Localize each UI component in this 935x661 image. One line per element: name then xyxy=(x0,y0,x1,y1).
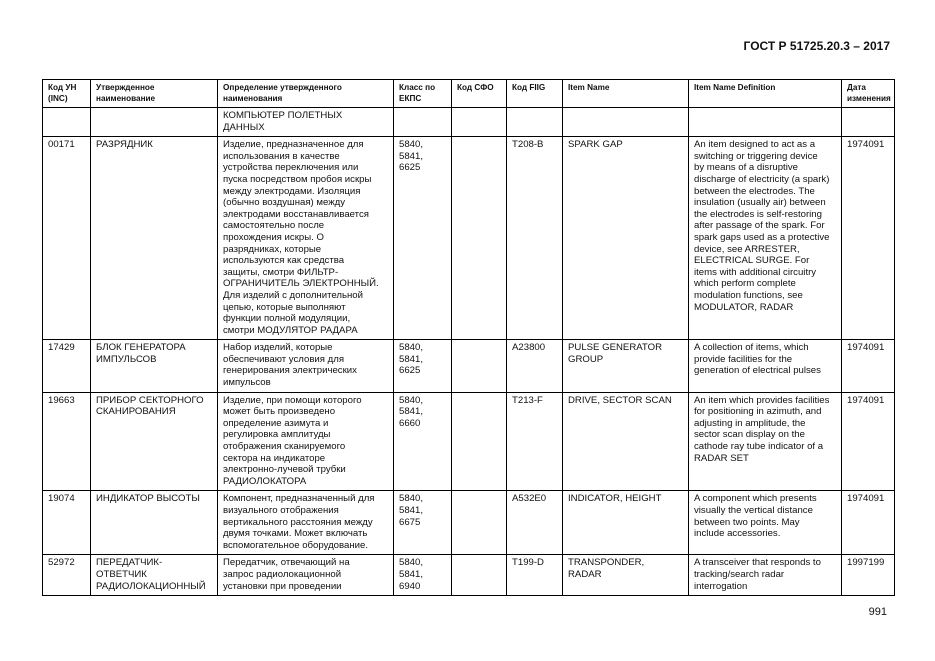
header-code: Код УН (INC) xyxy=(43,80,91,108)
table-cell xyxy=(507,108,563,137)
header-sfo: Код СФО xyxy=(452,80,507,108)
cell-name-ru: БЛОК ГЕНЕРАТОРА ИМПУЛЬСОВ xyxy=(91,340,218,392)
cell-sfo xyxy=(452,137,507,340)
header-definition-en: Item Name Definition xyxy=(689,80,842,108)
cell-definition-en: A component which presents visually the vertical distance between two points. May include accessories. xyxy=(689,491,842,555)
table-header-row xyxy=(43,80,895,108)
cell-item-name: SPARK GAP xyxy=(563,137,689,340)
table-cell xyxy=(394,108,452,137)
cell-fiig: A532E0 xyxy=(507,491,563,555)
cell-code: 52972 xyxy=(43,555,91,596)
cell-definition-ru: Набор изделий, которые обеспечивают условия для генерирования электрических импульсов xyxy=(218,340,394,392)
table-cell xyxy=(842,108,895,137)
cell-fiig: T208-B xyxy=(507,137,563,340)
document-standard-header: ГОСТ Р 51725.20.3 – 2017 xyxy=(743,39,890,53)
table-cell xyxy=(91,108,218,137)
cell-definition-ru: Компонент, предназначенный для визуального отображения вертикального расстояния между двумя точками. Может включать вспомогательное оборудование. xyxy=(218,491,394,555)
cell-date: 1974091 xyxy=(842,491,895,555)
table-row xyxy=(43,340,895,392)
header-class: Класс по ЕКПС xyxy=(394,80,452,108)
cell-item-name: DRIVE, SECTOR SCAN xyxy=(563,392,689,491)
cell-name-ru: ИНДИКАТОР ВЫСОТЫ xyxy=(91,491,218,555)
cell-code: 17429 xyxy=(43,340,91,392)
table-cell xyxy=(689,108,842,137)
table-cell xyxy=(43,108,91,137)
cell-class: 5840, 5841, 6675 xyxy=(394,491,452,555)
cell-definition-en: An item designed to act as a switching or triggering device by means of a disruptive discharge of electricity (a spark) between the electrodes. The insulation (usually air) between the electrodes is self-restoring after passage of the spark. For spark gaps used as a protective device, see ARRESTER, ELECTRICAL SURGE. For items with additional circuitry which perform complete modulation functions, see MODULATOR, RADAR xyxy=(689,137,842,340)
table-cell xyxy=(563,108,689,137)
cell-item-name: INDICATOR, HEIGHT xyxy=(563,491,689,555)
cell-name-ru: ПЕРЕДАТЧИК- ОТВЕТЧИК РАДИОЛОКАЦИОННЫЙ xyxy=(91,555,218,596)
cell-date: 1974091 xyxy=(842,392,895,491)
cell-item-name: TRANSPONDER, RADAR xyxy=(563,555,689,596)
cell-code: 19663 xyxy=(43,392,91,491)
table-row xyxy=(43,137,895,340)
cell-code: 19074 xyxy=(43,491,91,555)
cell-fiig: T199-D xyxy=(507,555,563,596)
cell-code: 00171 xyxy=(43,137,91,340)
cell-definition-en: An item which provides facilities for positioning in azimuth, and adjusting in amplitude, the sector scan display on the cathode ray tube indicator of a RADAR SET xyxy=(689,392,842,491)
cell-date: 1997199 xyxy=(842,555,895,596)
header-date: Дата изменения xyxy=(842,80,895,108)
cell-item-name: PULSE GENERATOR GROUP xyxy=(563,340,689,392)
cell-definition-en: A collection of items, which provide facilities for the generation of electrical pulses xyxy=(689,340,842,392)
cell-class: 5840, 5841, 6660 xyxy=(394,392,452,491)
cell-definition-en: A transceiver that responds to tracking/search radar interrogation xyxy=(689,555,842,596)
header-item-name: Item Name xyxy=(563,80,689,108)
table-row-continuation xyxy=(43,108,895,137)
header-definition-ru: Определение утвержденного наименования xyxy=(218,80,394,108)
cell-sfo xyxy=(452,555,507,596)
table-cell xyxy=(452,108,507,137)
header-name-ru: Утвержденное наименование xyxy=(91,80,218,108)
cell-sfo xyxy=(452,491,507,555)
cell-name-ru: РАЗРЯДНИК xyxy=(91,137,218,340)
cell-sfo xyxy=(452,340,507,392)
page-number: 991 xyxy=(868,606,887,618)
cell-date: 1974091 xyxy=(842,340,895,392)
cell-class: 5840, 5841, 6625 xyxy=(394,137,452,340)
cell-date: 1974091 xyxy=(842,137,895,340)
cell-fiig: A23800 xyxy=(507,340,563,392)
table-row xyxy=(43,392,895,491)
cell-fiig: T213-F xyxy=(507,392,563,491)
header-fiig: Код FIIG xyxy=(507,80,563,108)
cell-definition-ru: Изделие, предназначенное для использования в качестве устройства переключения или пуска посредством пробоя искры между электродами. Изоляция (обычно воздушная) между электродами восстанавливается самостоятельно после прохождения искры. О разрядниках, которые используются как средства защиты, смотри ФИЛЬТР- ОГРАНИЧИТЕЛЬ ЭЛЕКТРОННЫЙ. Для изделий с дополнительной цепью, которые выполняют функции полной модуляции, смотри МОДУЛЯТОР РАДАРА xyxy=(218,137,394,340)
cell-name-ru: ПРИБОР СЕКТОРНОГО СКАНИРОВАНИЯ xyxy=(91,392,218,491)
cell-definition-ru: Передатчик, отвечающий на запрос радиолокационной установки при проведении xyxy=(218,555,394,596)
cell-class: 5840, 5841, 6625 xyxy=(394,340,452,392)
table-row xyxy=(43,555,895,596)
registry-table xyxy=(42,79,895,596)
table-cell-continuation: КОМПЬЮТЕР ПОЛЕТНЫХ ДАННЫХ xyxy=(218,108,394,137)
cell-definition-ru: Изделие, при помощи которого может быть произведено определение азимута и регулировка амплитуды отображения сканируемого сектора на индикаторе электронно-лучевой трубки РАДИОЛОКАТОРА xyxy=(218,392,394,491)
cell-class: 5840, 5841, 6940 xyxy=(394,555,452,596)
table-row xyxy=(43,491,895,555)
cell-sfo xyxy=(452,392,507,491)
